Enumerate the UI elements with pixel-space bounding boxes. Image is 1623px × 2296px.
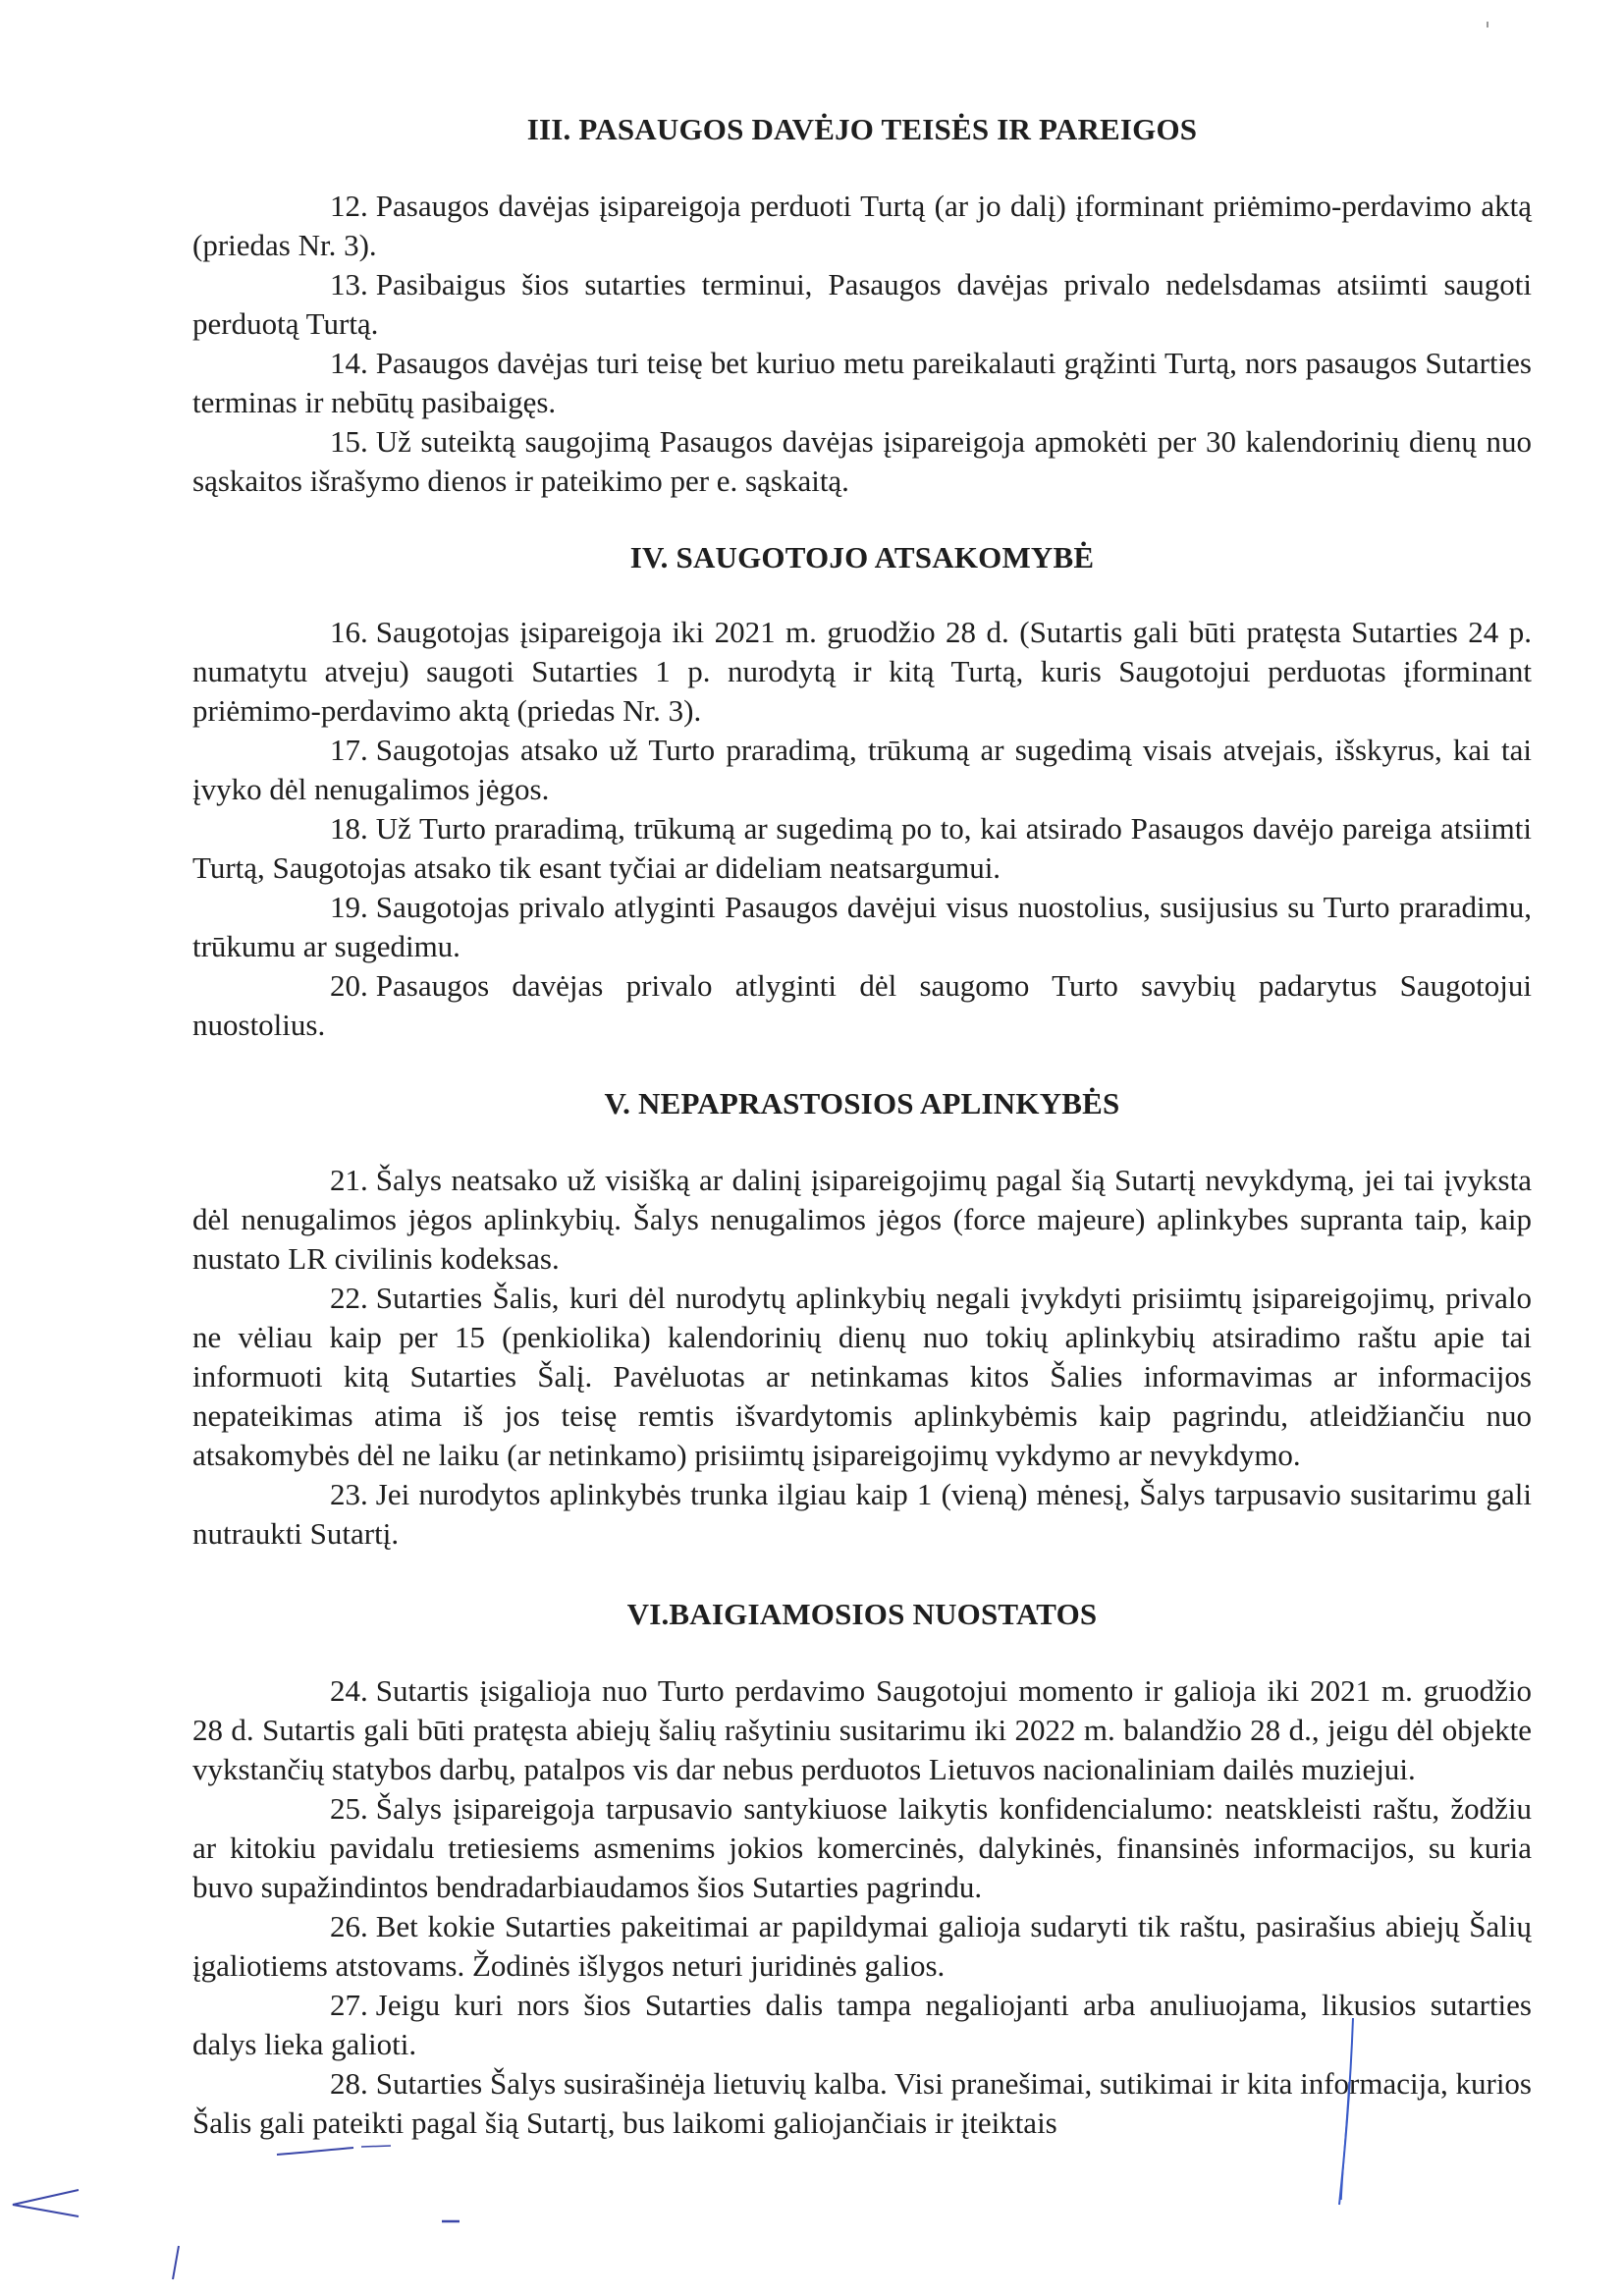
clause-number: 22. <box>330 1281 368 1315</box>
clause-25 <box>192 1789 1532 1907</box>
clause-text: Pasaugos davėjas įsipareigoja perduoti Turtą (ar jo dalį) įforminant priėmimo-perdavimo aktą (priedas Nr. 3). <box>192 189 1532 262</box>
clause-number: 23. <box>330 1477 368 1511</box>
clause-19 <box>192 888 1532 966</box>
clause-number: 16. <box>330 615 368 649</box>
clause-number: 25. <box>330 1791 368 1826</box>
underline-mark <box>275 2141 393 2160</box>
clause-text: Sutartis įsigalioja nuo Turto perdavimo Saugotojui momento ir galioja iki 2021 m. gruodžio 28 d. Sutartis gali būti pratęsta abiejų šalių rašytiniu susitarimu iki 2022 m. balandžio 28 d., jeigu dėl objekte vykstančių statybos darbų, patalpos vis dar nebus perduotos Lietuvos nacionaliniam dailės muziejui. <box>192 1673 1532 1786</box>
clause-12 <box>192 187 1532 265</box>
section-title-v: V. NEPAPRASTOSIOS APLINKYBĖS <box>604 1086 1120 1121</box>
clause-text: Saugotojas privalo atlyginti Pasaugos davėjui visus nuostolius, susijusius su Turto praradimu, trūkumu ar sugedimu. <box>192 890 1532 963</box>
clause-text: Jeigu kuri nors šios Sutarties dalis tampa negaliojanti arba anuliuojama, likusios sutarties dalys lieka galioti. <box>192 1988 1532 2061</box>
clause-text: Šalys neatsako už visišką ar dalinį įsipareigojimų pagal šią Sutartį nevykdymą, jei tai įvyksta dėl nenugalimos jėgos aplinkybių. Šalys nenugalimos jėgos (force majeure) aplinkybes supranta taip, kaip nustato LR civilinis kodeksas. <box>192 1163 1532 1276</box>
clause-23 <box>192 1475 1532 1554</box>
clause-17 <box>192 731 1532 809</box>
clause-text: Saugotojas įsipareigoja iki 2021 m. gruodžio 28 d. (Sutartis gali būti pratęsta Sutarties 24 p. numatytu atveju) saugoti Sutarties 1 p. nurodytą ir kitą Turtą, kuris Saugotojui perduotas įforminant priėmimo-perdavimo aktą (priedas Nr. 3). <box>192 615 1532 728</box>
clause-text: Jei nurodytos aplinkybės trunka ilgiau kaip 1 (vieną) mėnesį, Šalys tarpusavio susitarimu gali nutraukti Sutartį. <box>192 1477 1532 1551</box>
clause-20 <box>192 966 1532 1045</box>
clause-14 <box>192 344 1532 422</box>
clause-number: 28. <box>330 2066 368 2101</box>
clause-text: Pasaugos davėjas privalo atlyginti dėl saugomo Turto savybių padarytus Saugotojui nuostolius. <box>192 968 1532 1042</box>
clause-text: Sutarties Šalis, kuri dėl nurodytų aplinkybių negali įvykdyti prisiimtų įsipareigojimų, privalo ne vėliau kaip per 15 (penkiolika) kalendorinių dienų nuo tokių aplinkybių atsiradimo raštu apie tai informuoti kitą Sutarties Šalį. Pavėluotas ar netinkamas kitos Šalies informavimas ar informacijos nepateikimas atima iš jos teisę remtis išvardytomis aplinkybėmis kaip pagrindu, atleidžiančiu nuo atsakomybės dėl ne laiku (ar netinkamo) prisiimtų įsipareigojimų vykdymo ar nevykdymo. <box>192 1281 1532 1472</box>
initials-mark-left <box>5 2185 83 2224</box>
clause-number: 24. <box>330 1673 368 1708</box>
clause-26 <box>192 1907 1532 1986</box>
section-title-vi: VI.BAIGIAMOSIOS NUOSTATOS <box>626 1597 1098 1631</box>
clause-text: Sutarties Šalys susirašinėja lietuvių kalba. Visi pranešimai, sutikimai ir kita informacija, kurios Šalis gali pateikti pagal šią Sutartį, bus laikomi galiojančiais ir įteiktais <box>192 2066 1532 2140</box>
clause-number: 12. <box>330 189 368 223</box>
section-title-iv: IV. SAUGOTOJO ATSAKOMYBĖ <box>629 540 1095 574</box>
clause-number: 21. <box>330 1163 368 1197</box>
clause-22 <box>192 1279 1532 1475</box>
clause-number: 27. <box>330 1988 368 2022</box>
clause-text: Bet kokie Sutarties pakeitimai ar papildymai galioja sudaryti tik raštu, pasirašius abiejų Šalių įgaliotiems atstovams. Žodinės išlygos neturi juridinės galios. <box>192 1909 1532 1983</box>
clause-16 <box>192 613 1532 731</box>
clause-number: 14. <box>330 346 368 380</box>
clause-21 <box>192 1161 1532 1279</box>
signature-stroke-vertical <box>1325 2013 1365 2210</box>
clause-text: Saugotojas atsako už Turto praradimą, trūkumą ar sugedimą visais atvejais, išskyrus, kai tai įvyko dėl nenugalimos jėgos. <box>192 733 1532 806</box>
pen-dash-mark <box>440 2217 463 2225</box>
clause-24 <box>192 1671 1532 1789</box>
clause-number: 19. <box>330 890 368 924</box>
clause-number: 18. <box>330 811 368 846</box>
scan-speck <box>1485 20 1490 29</box>
clause-18 <box>192 809 1532 888</box>
clause-text: Pasibaigus šios sutarties terminui, Pasaugos davėjas privalo nedelsdamas atsiimti saugoti perduotą Turtą. <box>192 267 1532 341</box>
clause-number: 15. <box>330 424 368 459</box>
clause-13 <box>192 265 1532 344</box>
clause-number: 17. <box>330 733 368 767</box>
document-page <box>192 110 1532 2143</box>
pen-tick-mark <box>167 2244 187 2283</box>
clause-15 <box>192 422 1532 501</box>
clause-text: Pasaugos davėjas turi teisę bet kuriuo metu pareikalauti grąžinti Turtą, nors pasaugos Sutarties terminas ir nebūtų pasibaigęs. <box>192 346 1532 419</box>
clause-number: 13. <box>330 267 368 301</box>
clause-text: Už Turto praradimą, trūkumą ar sugedimą po to, kai atsirado Pasaugos davėjo pareiga atsiimti Turtą, Saugotojas atsako tik esant tyčiai ar dideliam neatsargumui. <box>192 811 1532 885</box>
clause-number: 20. <box>330 968 368 1003</box>
section-title-iii: III. PASAUGOS DAVĖJO TEISĖS IR PAREIGOS <box>526 112 1198 146</box>
clause-text: Už suteiktą saugojimą Pasaugos davėjas įsipareigoja apmokėti per 30 kalendorinių dienų nuo sąskaitos išrašymo dienos ir pateikimo per e. sąskaitą. <box>192 424 1532 498</box>
clause-text: Šalys įsipareigoja tarpusavio santykiuose laikytis konfidencialumo: neatskleisti raštu, žodžiu ar kitokiu pavidalu tretiesiems asmenims jokios komercinės, dalykinės, finansinės informacijos, su kuria buvo supažindintos bendradarbiaudamos šios Sutarties pagrindu. <box>192 1791 1532 1904</box>
clause-number: 26. <box>330 1909 368 1943</box>
